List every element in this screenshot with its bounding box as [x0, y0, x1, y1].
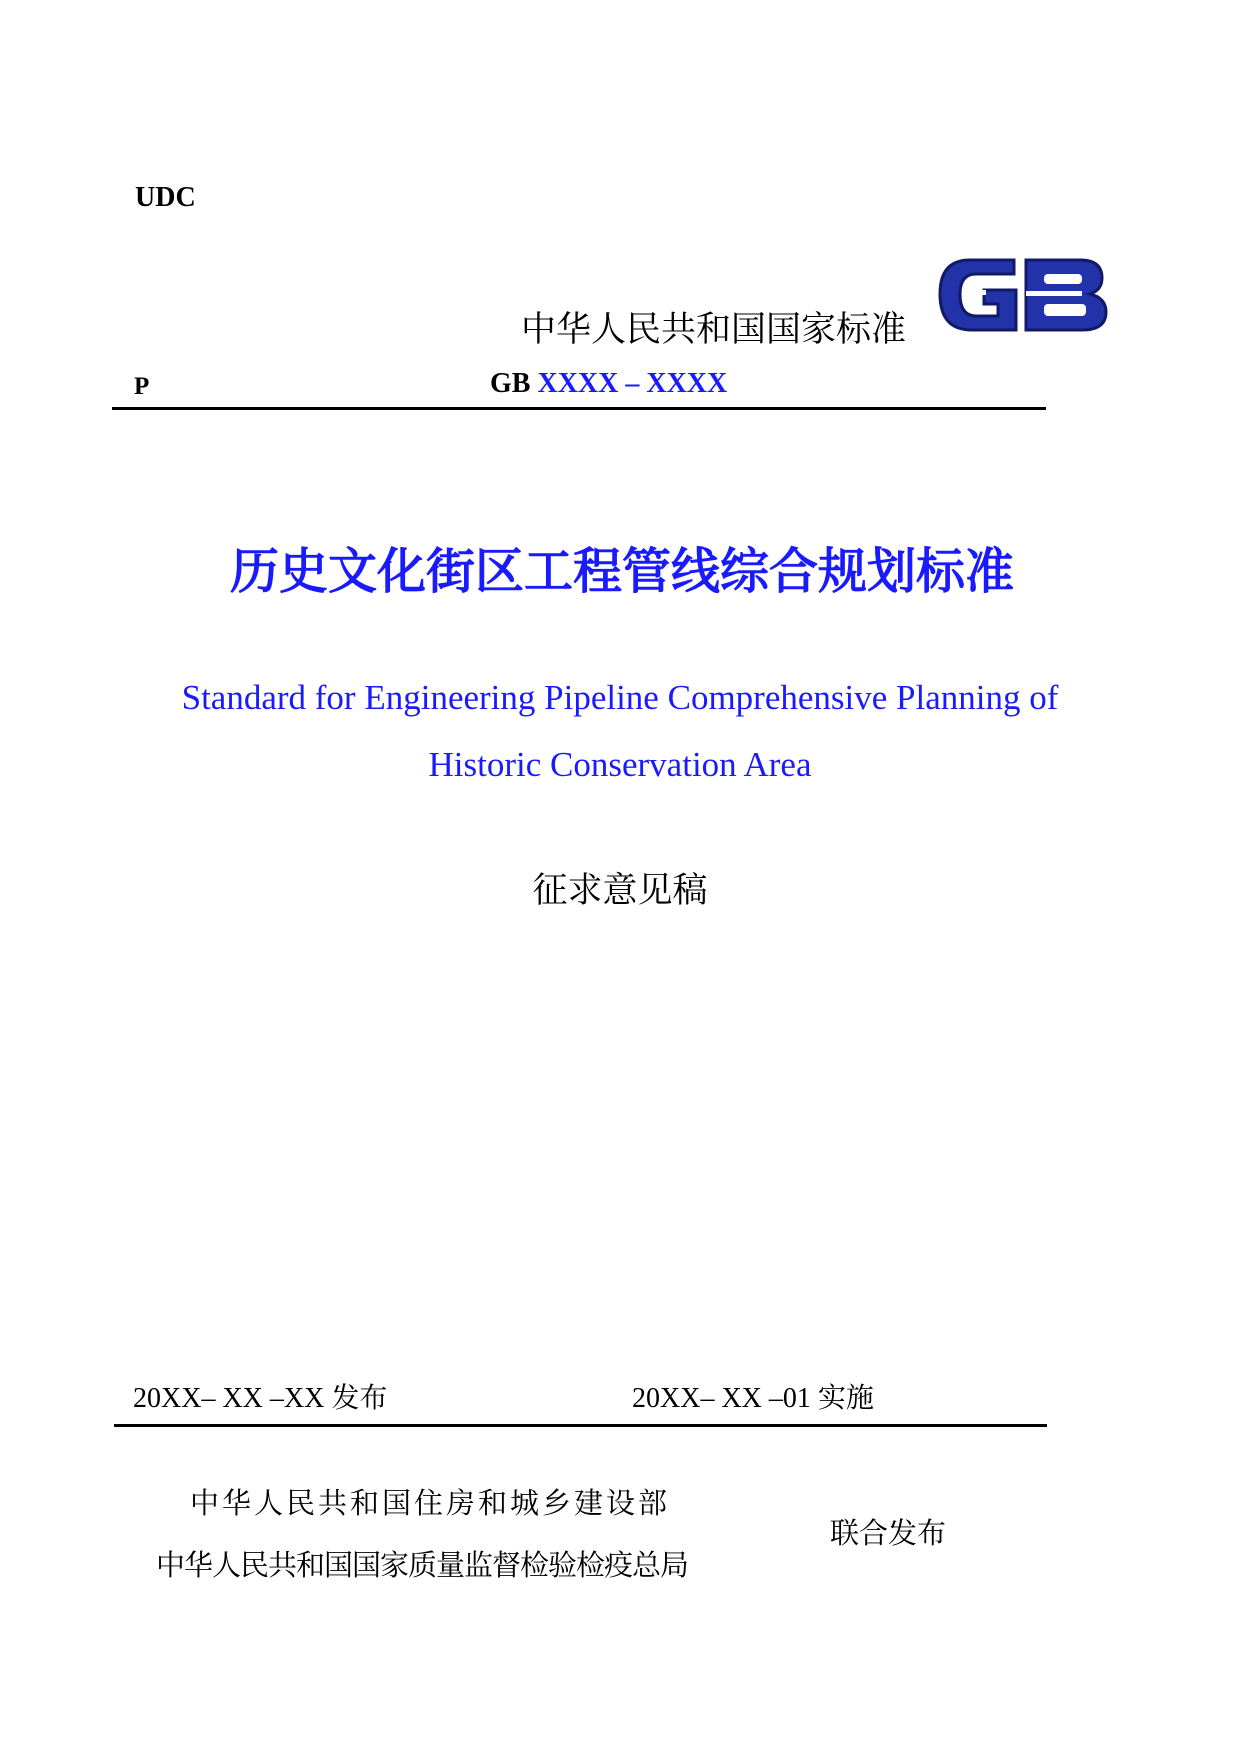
- top-divider: [112, 407, 1046, 410]
- gb-logo: [930, 246, 1112, 342]
- title-chinese: 历史文化街区工程管线综合规划标准: [229, 543, 1014, 600]
- standard-number: [490, 366, 727, 402]
- publish-label: 发布: [331, 1381, 388, 1414]
- standard-prefix: GB: [490, 368, 531, 399]
- national-standard-label: 中华人民共和国国家标准: [521, 310, 907, 350]
- title-english-line-2: Historic Conservation Area: [428, 745, 812, 784]
- title-english: [0, 664, 1240, 798]
- issuer-quality-supervision: 中华人民共和国国家质量监督检验检疫总局: [156, 1548, 689, 1582]
- issuer-ministry-housing: 中华人民共和国住房和城乡建设部: [190, 1486, 671, 1520]
- standard-number-value: XXXX – XXXX: [537, 368, 728, 399]
- udc-label: UDC: [135, 182, 196, 213]
- joint-issue-label: 联合发布: [830, 1516, 947, 1550]
- effective-date-value: 20XX– XX –01: [632, 1383, 811, 1414]
- classification-label: P: [134, 373, 150, 400]
- publish-date: [133, 1380, 387, 1417]
- title-english-line-1: Standard for Engineering Pipeline Comprehensive Planning of: [181, 678, 1059, 717]
- bottom-divider: [114, 1424, 1047, 1427]
- publish-date-value: 20XX– XX –XX: [133, 1383, 325, 1414]
- draft-status: 征求意见稿: [532, 871, 708, 911]
- effective-label: 实施: [817, 1381, 874, 1414]
- effective-date: [632, 1380, 874, 1417]
